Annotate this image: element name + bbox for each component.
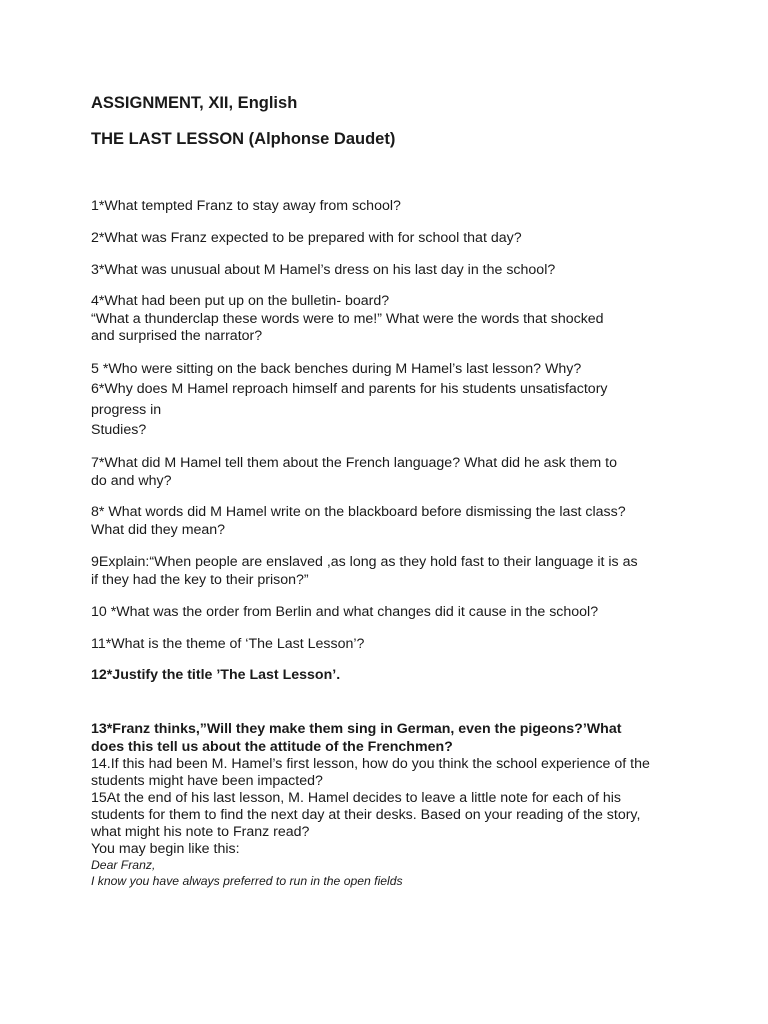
question-3: 3*What was unusual about M Hamel’s dress on his last day in the school? xyxy=(91,262,556,278)
question-10: 10 *What was the order from Berlin and what changes did it cause in the school? xyxy=(91,604,599,620)
question-6-line-1: 6*Why does M Hamel reproach himself and parents for his students unsatisfactory xyxy=(91,381,608,397)
question-11: 11*What is the theme of ‘The Last Lesson’? xyxy=(91,636,365,652)
question-15-line-3: what might his note to Franz read? xyxy=(91,824,310,840)
instruction-line: You may begin like this: xyxy=(91,841,240,857)
question-8-line-2: What did they mean? xyxy=(91,522,226,538)
question-5: 5 *Who were sitting on the back benches during M Hamel’s last lesson? Why? xyxy=(91,361,582,377)
question-14-line-1: 14.If this had been M. Hamel’s first lesson, how do you think the school experience of the xyxy=(91,756,650,772)
letter-opening: I know you have always preferred to run in the open fields xyxy=(91,874,403,888)
question-7-line-1: 7*What did M Hamel tell them about the French language? What did he ask them to xyxy=(91,455,618,471)
question-4-line-2: “What a thunderclap these words were to me!” What were the words that shocked xyxy=(91,311,604,327)
story-title: THE LAST LESSON (Alphonse Daudet) xyxy=(91,130,396,148)
assignment-title: ASSIGNMENT, XII, English xyxy=(91,94,298,112)
question-6-line-3: Studies? xyxy=(91,422,147,438)
question-4-line-1: 4*What had been put up on the bulletin- board? xyxy=(91,293,390,309)
question-13-line-1: 13*Franz thinks,”Will they make them sing in German, even the pigeons?’What xyxy=(91,721,622,737)
question-6-line-2: progress in xyxy=(91,402,162,418)
question-15-line-1: 15At the end of his last lesson, M. Hamel decides to leave a little note for each of his xyxy=(91,790,621,806)
question-14-line-2: students might have been impacted? xyxy=(91,773,323,789)
letter-salutation: Dear Franz, xyxy=(91,858,156,872)
question-15-line-2: students for them to find the next day at their desks. Based on your reading of the story, xyxy=(91,807,641,823)
question-12: 12*Justify the title ’The Last Lesson’. xyxy=(91,667,341,683)
question-8-line-1: 8* What words did M Hamel write on the blackboard before dismissing the last class? xyxy=(91,504,626,520)
question-9-line-2: if they had the key to their prison?” xyxy=(91,572,309,588)
question-7-line-2: do and why? xyxy=(91,473,172,489)
question-2: 2*What was Franz expected to be prepared with for school that day? xyxy=(91,230,522,246)
question-4-line-3: and surprised the narrator? xyxy=(91,328,263,344)
question-13-line-2: does this tell us about the attitude of the Frenchmen? xyxy=(91,739,453,755)
question-9-line-1: 9Explain:“When people are enslaved ,as long as they hold fast to their language it is as xyxy=(91,554,638,570)
question-1: 1*What tempted Franz to stay away from school? xyxy=(91,198,401,214)
